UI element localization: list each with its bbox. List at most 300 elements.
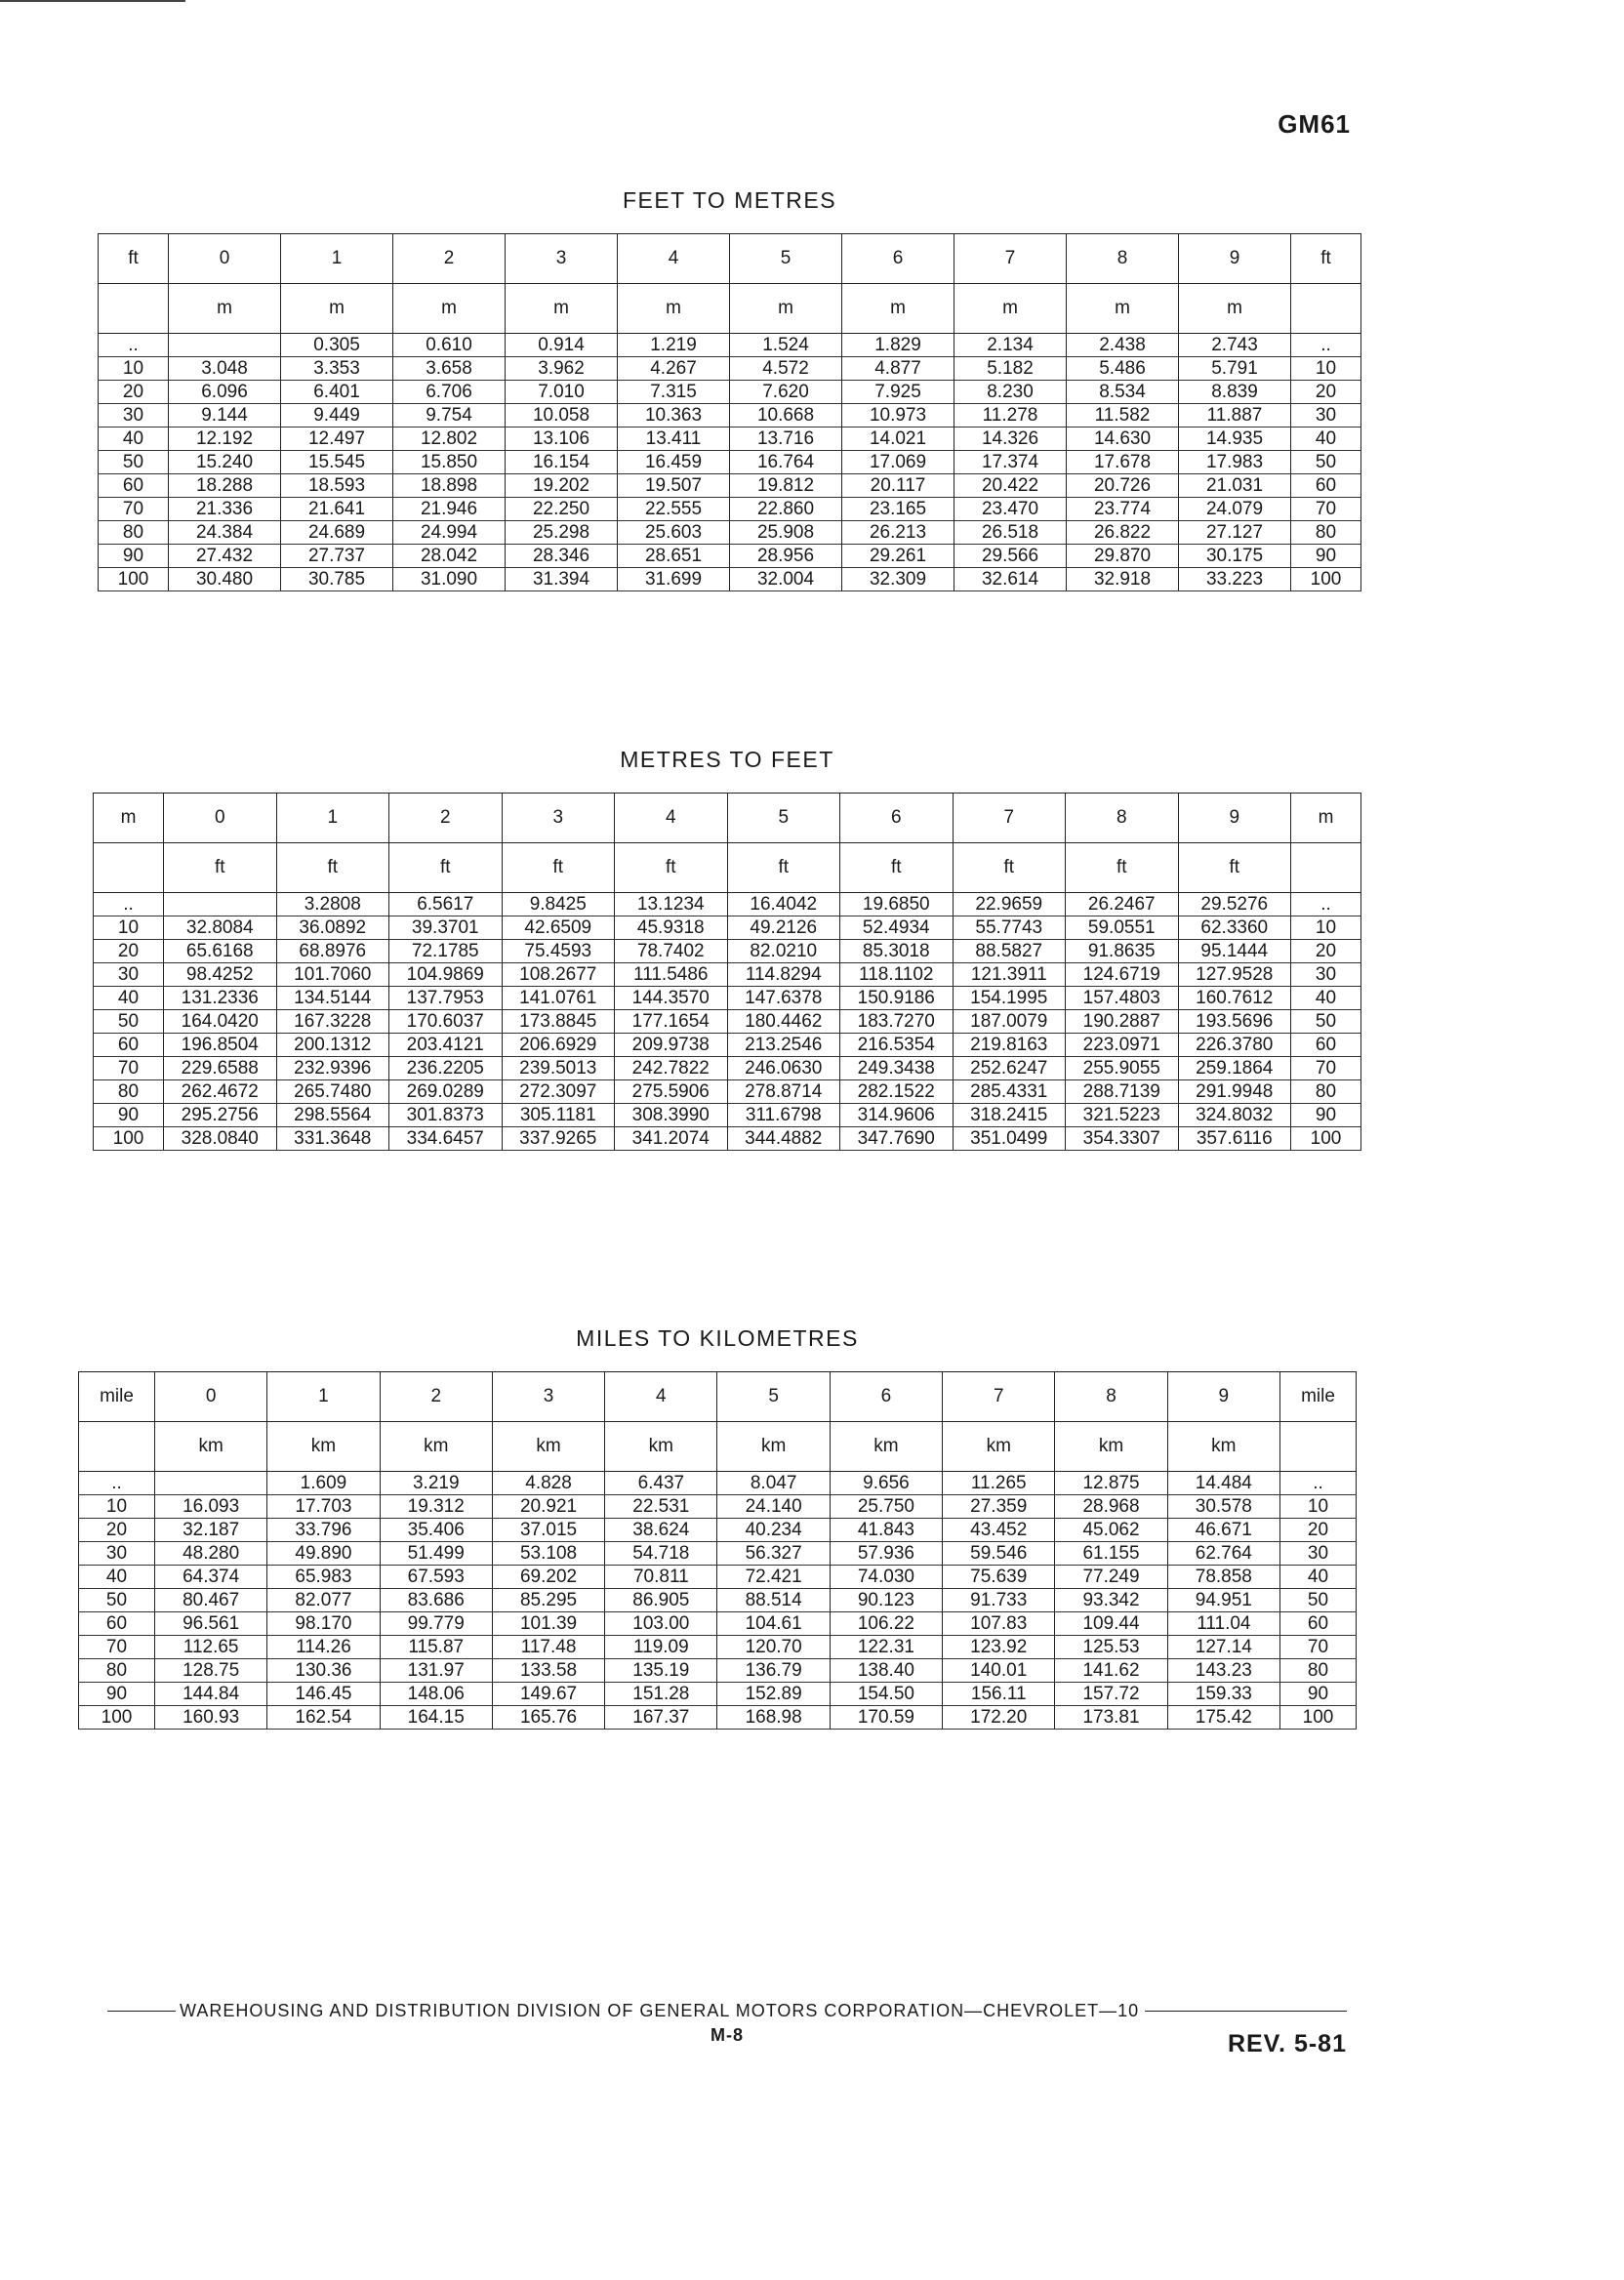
- value-cell: 249.3438: [840, 1057, 954, 1080]
- unit-label: km: [717, 1422, 830, 1472]
- column-header: 7: [943, 1372, 1055, 1422]
- value-cell: 12.192: [169, 428, 281, 451]
- value-cell: 17.983: [1179, 451, 1291, 474]
- value-cell: 29.5276: [1178, 893, 1291, 916]
- value-cell: 295.2756: [164, 1104, 277, 1127]
- value-cell: 104.61: [717, 1612, 830, 1636]
- column-header: 1: [267, 1372, 380, 1422]
- row-label: 80: [1291, 1080, 1361, 1104]
- value-cell: 78.7402: [615, 940, 728, 963]
- value-cell: 96.561: [155, 1612, 267, 1636]
- table-row: [94, 916, 1361, 940]
- value-cell: 354.3307: [1066, 1127, 1179, 1151]
- value-cell: 157.4803: [1066, 987, 1179, 1010]
- unit-label: ft: [840, 843, 954, 893]
- value-cell: 9.754: [393, 404, 506, 428]
- row-label: 100: [1291, 1127, 1361, 1151]
- unit-label: km: [605, 1422, 717, 1472]
- unit-label: m: [1179, 284, 1291, 334]
- unit-label: ft: [164, 843, 277, 893]
- row-label: 90: [99, 545, 169, 568]
- value-cell: 9.8425: [502, 893, 615, 916]
- value-cell: 165.76: [492, 1706, 604, 1730]
- value-cell: 32.187: [155, 1519, 267, 1542]
- value-cell: 324.8032: [1178, 1104, 1291, 1127]
- value-cell: 311.6798: [727, 1104, 840, 1127]
- column-header: 1: [281, 234, 393, 284]
- value-cell: 8.047: [717, 1472, 830, 1495]
- row-label: 10: [1291, 916, 1361, 940]
- value-cell: 291.9948: [1178, 1080, 1291, 1104]
- value-cell: 48.280: [155, 1542, 267, 1566]
- value-cell: 72.421: [717, 1566, 830, 1589]
- value-cell: 1.609: [267, 1472, 380, 1495]
- column-header: 6: [842, 234, 954, 284]
- value-cell: 19.507: [618, 474, 730, 498]
- value-cell: 193.5696: [1178, 1010, 1291, 1034]
- value-cell: 31.394: [506, 568, 618, 591]
- value-cell: 14.935: [1179, 428, 1291, 451]
- corner-label: mile: [1280, 1372, 1357, 1422]
- value-cell: 30.785: [281, 568, 393, 591]
- value-cell: 288.7139: [1066, 1080, 1179, 1104]
- column-header: 3: [502, 794, 615, 843]
- column-header: 1: [276, 794, 389, 843]
- value-cell: 2.438: [1067, 334, 1179, 357]
- value-cell: 12.875: [1055, 1472, 1167, 1495]
- table-row: [99, 568, 1361, 591]
- value-cell: 20.726: [1067, 474, 1179, 498]
- value-cell: [164, 893, 277, 916]
- value-cell: 21.946: [393, 498, 506, 521]
- page-number: M-8: [710, 2025, 744, 2045]
- row-label: 70: [99, 498, 169, 521]
- value-cell: 162.54: [267, 1706, 380, 1730]
- value-cell: 259.1864: [1178, 1057, 1291, 1080]
- value-cell: 4.828: [492, 1472, 604, 1495]
- value-cell: 236.2205: [389, 1057, 503, 1080]
- unit-label: km: [492, 1422, 604, 1472]
- value-cell: 20.422: [954, 474, 1067, 498]
- value-cell: 36.0892: [276, 916, 389, 940]
- value-cell: 127.14: [1167, 1636, 1279, 1659]
- value-cell: 33.223: [1179, 568, 1291, 591]
- value-cell: 24.994: [393, 521, 506, 545]
- row-label: 60: [99, 474, 169, 498]
- value-cell: 41.843: [830, 1519, 942, 1542]
- table-row: [79, 1612, 1357, 1636]
- value-cell: 26.822: [1067, 521, 1179, 545]
- value-cell: 114.8294: [727, 963, 840, 987]
- value-cell: 206.6929: [502, 1034, 615, 1057]
- table-row: [79, 1566, 1357, 1589]
- unit-row: [94, 843, 1361, 893]
- value-cell: 6.437: [605, 1472, 717, 1495]
- unit-blank: [99, 284, 169, 334]
- row-label: ..: [1291, 334, 1361, 357]
- value-cell: 7.010: [506, 381, 618, 404]
- table-row: [94, 1010, 1361, 1034]
- table-row: [79, 1706, 1357, 1730]
- value-cell: 39.3701: [389, 916, 503, 940]
- value-cell: 32.918: [1067, 568, 1179, 591]
- table-row: [99, 404, 1361, 428]
- unit-label: km: [830, 1422, 942, 1472]
- conversion-table: [78, 1371, 1357, 1730]
- table-row: [79, 1495, 1357, 1519]
- value-cell: 168.98: [717, 1706, 830, 1730]
- value-cell: 65.983: [267, 1566, 380, 1589]
- value-cell: 85.3018: [840, 940, 954, 963]
- value-cell: 200.1312: [276, 1034, 389, 1057]
- value-cell: 173.81: [1055, 1706, 1167, 1730]
- value-cell: 42.6509: [502, 916, 615, 940]
- row-label: 70: [79, 1636, 155, 1659]
- row-label: 90: [1291, 545, 1361, 568]
- table-row: [94, 1127, 1361, 1151]
- value-cell: 16.093: [155, 1495, 267, 1519]
- value-cell: 170.6037: [389, 1010, 503, 1034]
- value-cell: 154.1995: [953, 987, 1066, 1010]
- value-cell: 144.84: [155, 1683, 267, 1706]
- corner-label: m: [1291, 794, 1361, 843]
- value-cell: 28.968: [1055, 1495, 1167, 1519]
- value-cell: 357.6116: [1178, 1127, 1291, 1151]
- row-label: 100: [79, 1706, 155, 1730]
- unit-label: km: [380, 1422, 492, 1472]
- row-label: 30: [1291, 963, 1361, 987]
- table-row: [99, 545, 1361, 568]
- value-cell: 6.096: [169, 381, 281, 404]
- value-cell: 88.5827: [953, 940, 1066, 963]
- row-label: 90: [1280, 1683, 1357, 1706]
- value-cell: 103.00: [605, 1612, 717, 1636]
- value-cell: 69.202: [492, 1566, 604, 1589]
- value-cell: 30.480: [169, 568, 281, 591]
- value-cell: 10.363: [618, 404, 730, 428]
- column-header: 3: [506, 234, 618, 284]
- value-cell: 13.716: [730, 428, 842, 451]
- document-code: GM61: [1278, 109, 1351, 139]
- row-label: ..: [1280, 1472, 1357, 1495]
- value-cell: 15.850: [393, 451, 506, 474]
- value-cell: 17.703: [267, 1495, 380, 1519]
- value-cell: 22.531: [605, 1495, 717, 1519]
- value-cell: 144.3570: [615, 987, 728, 1010]
- value-cell: 154.50: [830, 1683, 942, 1706]
- value-cell: 98.170: [267, 1612, 380, 1636]
- value-cell: 17.069: [842, 451, 954, 474]
- value-cell: 275.5906: [615, 1080, 728, 1104]
- value-cell: 45.9318: [615, 916, 728, 940]
- row-label: 80: [79, 1659, 155, 1683]
- value-cell: 136.79: [717, 1659, 830, 1683]
- value-cell: 8.534: [1067, 381, 1179, 404]
- value-cell: 347.7690: [840, 1127, 954, 1151]
- value-cell: 104.9869: [389, 963, 503, 987]
- value-cell: 14.021: [842, 428, 954, 451]
- table-row: [79, 1636, 1357, 1659]
- column-header: 8: [1055, 1372, 1167, 1422]
- value-cell: 156.11: [943, 1683, 1055, 1706]
- value-cell: 344.4882: [727, 1127, 840, 1151]
- value-cell: 13.1234: [615, 893, 728, 916]
- value-cell: 177.1654: [615, 1010, 728, 1034]
- value-cell: 23.774: [1067, 498, 1179, 521]
- value-cell: 27.737: [281, 545, 393, 568]
- row-label: 50: [1291, 1010, 1361, 1034]
- unit-label: ft: [1066, 843, 1179, 893]
- value-cell: 77.249: [1055, 1566, 1167, 1589]
- value-cell: 24.384: [169, 521, 281, 545]
- column-header: 6: [840, 794, 954, 843]
- value-cell: 124.6719: [1066, 963, 1179, 987]
- value-cell: 19.312: [380, 1495, 492, 1519]
- value-cell: 128.75: [155, 1659, 267, 1683]
- value-cell: 91.733: [943, 1589, 1055, 1612]
- row-label: 100: [94, 1127, 164, 1151]
- value-cell: 15.240: [169, 451, 281, 474]
- value-cell: 159.33: [1167, 1683, 1279, 1706]
- table-row: [99, 474, 1361, 498]
- value-cell: 68.8976: [276, 940, 389, 963]
- value-cell: 157.72: [1055, 1683, 1167, 1706]
- value-cell: 11.887: [1179, 404, 1291, 428]
- value-cell: 29.870: [1067, 545, 1179, 568]
- value-cell: 80.467: [155, 1589, 267, 1612]
- value-cell: 11.582: [1067, 404, 1179, 428]
- value-cell: 0.305: [281, 334, 393, 357]
- value-cell: 32.004: [730, 568, 842, 591]
- value-cell: 2.743: [1179, 334, 1291, 357]
- table-row: [99, 498, 1361, 521]
- unit-label: km: [155, 1422, 267, 1472]
- corner-label: mile: [79, 1372, 155, 1422]
- value-cell: 7.620: [730, 381, 842, 404]
- value-cell: 147.6378: [727, 987, 840, 1010]
- value-cell: 252.6247: [953, 1057, 1066, 1080]
- table-row: [99, 381, 1361, 404]
- value-cell: 127.9528: [1178, 963, 1291, 987]
- value-cell: 141.0761: [502, 987, 615, 1010]
- value-cell: 25.750: [830, 1495, 942, 1519]
- value-cell: 318.2415: [953, 1104, 1066, 1127]
- value-cell: 22.250: [506, 498, 618, 521]
- row-label: 60: [94, 1034, 164, 1057]
- value-cell: 67.593: [380, 1566, 492, 1589]
- table-row: [94, 940, 1361, 963]
- row-label: 20: [79, 1519, 155, 1542]
- row-label: 60: [1280, 1612, 1357, 1636]
- value-cell: 160.93: [155, 1706, 267, 1730]
- value-cell: 216.5354: [840, 1034, 954, 1057]
- value-cell: 49.890: [267, 1542, 380, 1566]
- value-cell: 4.267: [618, 357, 730, 381]
- value-cell: 164.0420: [164, 1010, 277, 1034]
- value-cell: 282.1522: [840, 1080, 954, 1104]
- table-row: [99, 428, 1361, 451]
- corner-label: ft: [99, 234, 169, 284]
- unit-label: km: [1167, 1422, 1279, 1472]
- row-label: 30: [99, 404, 169, 428]
- table-row: [99, 451, 1361, 474]
- value-cell: 117.48: [492, 1636, 604, 1659]
- value-cell: 93.342: [1055, 1589, 1167, 1612]
- value-cell: 125.53: [1055, 1636, 1167, 1659]
- row-label: 70: [1280, 1636, 1357, 1659]
- value-cell: 4.572: [730, 357, 842, 381]
- value-cell: 86.905: [605, 1589, 717, 1612]
- header-row: [99, 234, 1361, 284]
- row-label: 80: [1291, 521, 1361, 545]
- value-cell: 25.908: [730, 521, 842, 545]
- value-cell: 55.7743: [953, 916, 1066, 940]
- unit-row: [99, 284, 1361, 334]
- row-label: 40: [79, 1566, 155, 1589]
- value-cell: 203.4121: [389, 1034, 503, 1057]
- value-cell: 141.62: [1055, 1659, 1167, 1683]
- value-cell: 242.7822: [615, 1057, 728, 1080]
- column-header: 7: [953, 794, 1066, 843]
- value-cell: 122.31: [830, 1636, 942, 1659]
- value-cell: 32.614: [954, 568, 1067, 591]
- column-header: 9: [1178, 794, 1291, 843]
- value-cell: 8.839: [1179, 381, 1291, 404]
- row-label: 20: [94, 940, 164, 963]
- value-cell: 10.973: [842, 404, 954, 428]
- table-row: [79, 1683, 1357, 1706]
- page-footer: [107, 2001, 1347, 2057]
- unit-label: ft: [615, 843, 728, 893]
- value-cell: 99.779: [380, 1612, 492, 1636]
- value-cell: 120.70: [717, 1636, 830, 1659]
- row-label: 60: [1291, 474, 1361, 498]
- value-cell: 1.219: [618, 334, 730, 357]
- value-cell: 173.8845: [502, 1010, 615, 1034]
- value-cell: 16.4042: [727, 893, 840, 916]
- value-cell: 4.877: [842, 357, 954, 381]
- value-cell: 111.5486: [615, 963, 728, 987]
- value-cell: 40.234: [717, 1519, 830, 1542]
- value-cell: 229.6588: [164, 1057, 277, 1080]
- row-label: 50: [94, 1010, 164, 1034]
- value-cell: 64.374: [155, 1566, 267, 1589]
- table-row: [94, 987, 1361, 1010]
- value-cell: 272.3097: [502, 1080, 615, 1104]
- value-cell: 32.8084: [164, 916, 277, 940]
- unit-row: [79, 1422, 1357, 1472]
- value-cell: 112.65: [155, 1636, 267, 1659]
- value-cell: 18.288: [169, 474, 281, 498]
- value-cell: 160.7612: [1178, 987, 1291, 1010]
- row-label: 20: [1280, 1519, 1357, 1542]
- column-header: 4: [615, 794, 728, 843]
- top-rule: [0, 0, 185, 2]
- value-cell: 14.484: [1167, 1472, 1279, 1495]
- value-cell: 3.353: [281, 357, 393, 381]
- value-cell: 6.706: [393, 381, 506, 404]
- value-cell: 27.127: [1179, 521, 1291, 545]
- header-row: [79, 1372, 1357, 1422]
- table-row: [94, 963, 1361, 987]
- unit-label: km: [943, 1422, 1055, 1472]
- value-cell: 14.326: [954, 428, 1067, 451]
- value-cell: 278.8714: [727, 1080, 840, 1104]
- row-label: ..: [94, 893, 164, 916]
- section-title: MILES TO KILOMETRES: [576, 1325, 859, 1351]
- value-cell: 62.764: [1167, 1542, 1279, 1566]
- table-row: [79, 1659, 1357, 1683]
- value-cell: 308.3990: [615, 1104, 728, 1127]
- unit-blank: [1291, 843, 1361, 893]
- value-cell: 331.3648: [276, 1127, 389, 1151]
- value-cell: 0.914: [506, 334, 618, 357]
- row-label: 50: [1280, 1589, 1357, 1612]
- value-cell: 150.9186: [840, 987, 954, 1010]
- row-label: 10: [94, 916, 164, 940]
- value-cell: 49.2126: [727, 916, 840, 940]
- unit-label: ft: [727, 843, 840, 893]
- value-cell: 21.031: [1179, 474, 1291, 498]
- row-label: ..: [99, 334, 169, 357]
- unit-label: ft: [1178, 843, 1291, 893]
- conversion-table: [98, 233, 1361, 591]
- value-cell: 22.860: [730, 498, 842, 521]
- value-cell: 146.45: [267, 1683, 380, 1706]
- value-cell: 5.791: [1179, 357, 1291, 381]
- row-label: 100: [1280, 1706, 1357, 1730]
- value-cell: 43.452: [943, 1519, 1055, 1542]
- table-row: [79, 1519, 1357, 1542]
- value-cell: 3.658: [393, 357, 506, 381]
- value-cell: 337.9265: [502, 1127, 615, 1151]
- value-cell: 301.8373: [389, 1104, 503, 1127]
- column-header: 5: [717, 1372, 830, 1422]
- value-cell: 223.0971: [1066, 1034, 1179, 1057]
- value-cell: 18.898: [393, 474, 506, 498]
- column-header: 0: [169, 234, 281, 284]
- value-cell: 11.278: [954, 404, 1067, 428]
- value-cell: 118.1102: [840, 963, 954, 987]
- value-cell: 226.3780: [1178, 1034, 1291, 1057]
- value-cell: 298.5564: [276, 1104, 389, 1127]
- value-cell: 54.718: [605, 1542, 717, 1566]
- value-cell: 24.079: [1179, 498, 1291, 521]
- unit-label: m: [506, 284, 618, 334]
- value-cell: 170.59: [830, 1706, 942, 1730]
- revision-label: REV. 5-81: [1227, 2030, 1347, 2057]
- value-cell: 111.04: [1167, 1612, 1279, 1636]
- section-title: FEET TO METRES: [622, 187, 837, 213]
- value-cell: 6.5617: [389, 893, 503, 916]
- row-label: 40: [99, 428, 169, 451]
- value-cell: 25.603: [618, 521, 730, 545]
- corner-label: m: [94, 794, 164, 843]
- value-cell: 314.9606: [840, 1104, 954, 1127]
- value-cell: 12.802: [393, 428, 506, 451]
- value-cell: 19.6850: [840, 893, 954, 916]
- value-cell: 75.4593: [502, 940, 615, 963]
- value-cell: 9.656: [830, 1472, 942, 1495]
- value-cell: 26.518: [954, 521, 1067, 545]
- value-cell: 28.042: [393, 545, 506, 568]
- column-header: 5: [727, 794, 840, 843]
- column-header: 9: [1179, 234, 1291, 284]
- unit-label: m: [281, 284, 393, 334]
- value-cell: 94.951: [1167, 1589, 1279, 1612]
- value-cell: 46.671: [1167, 1519, 1279, 1542]
- value-cell: 134.5144: [276, 987, 389, 1010]
